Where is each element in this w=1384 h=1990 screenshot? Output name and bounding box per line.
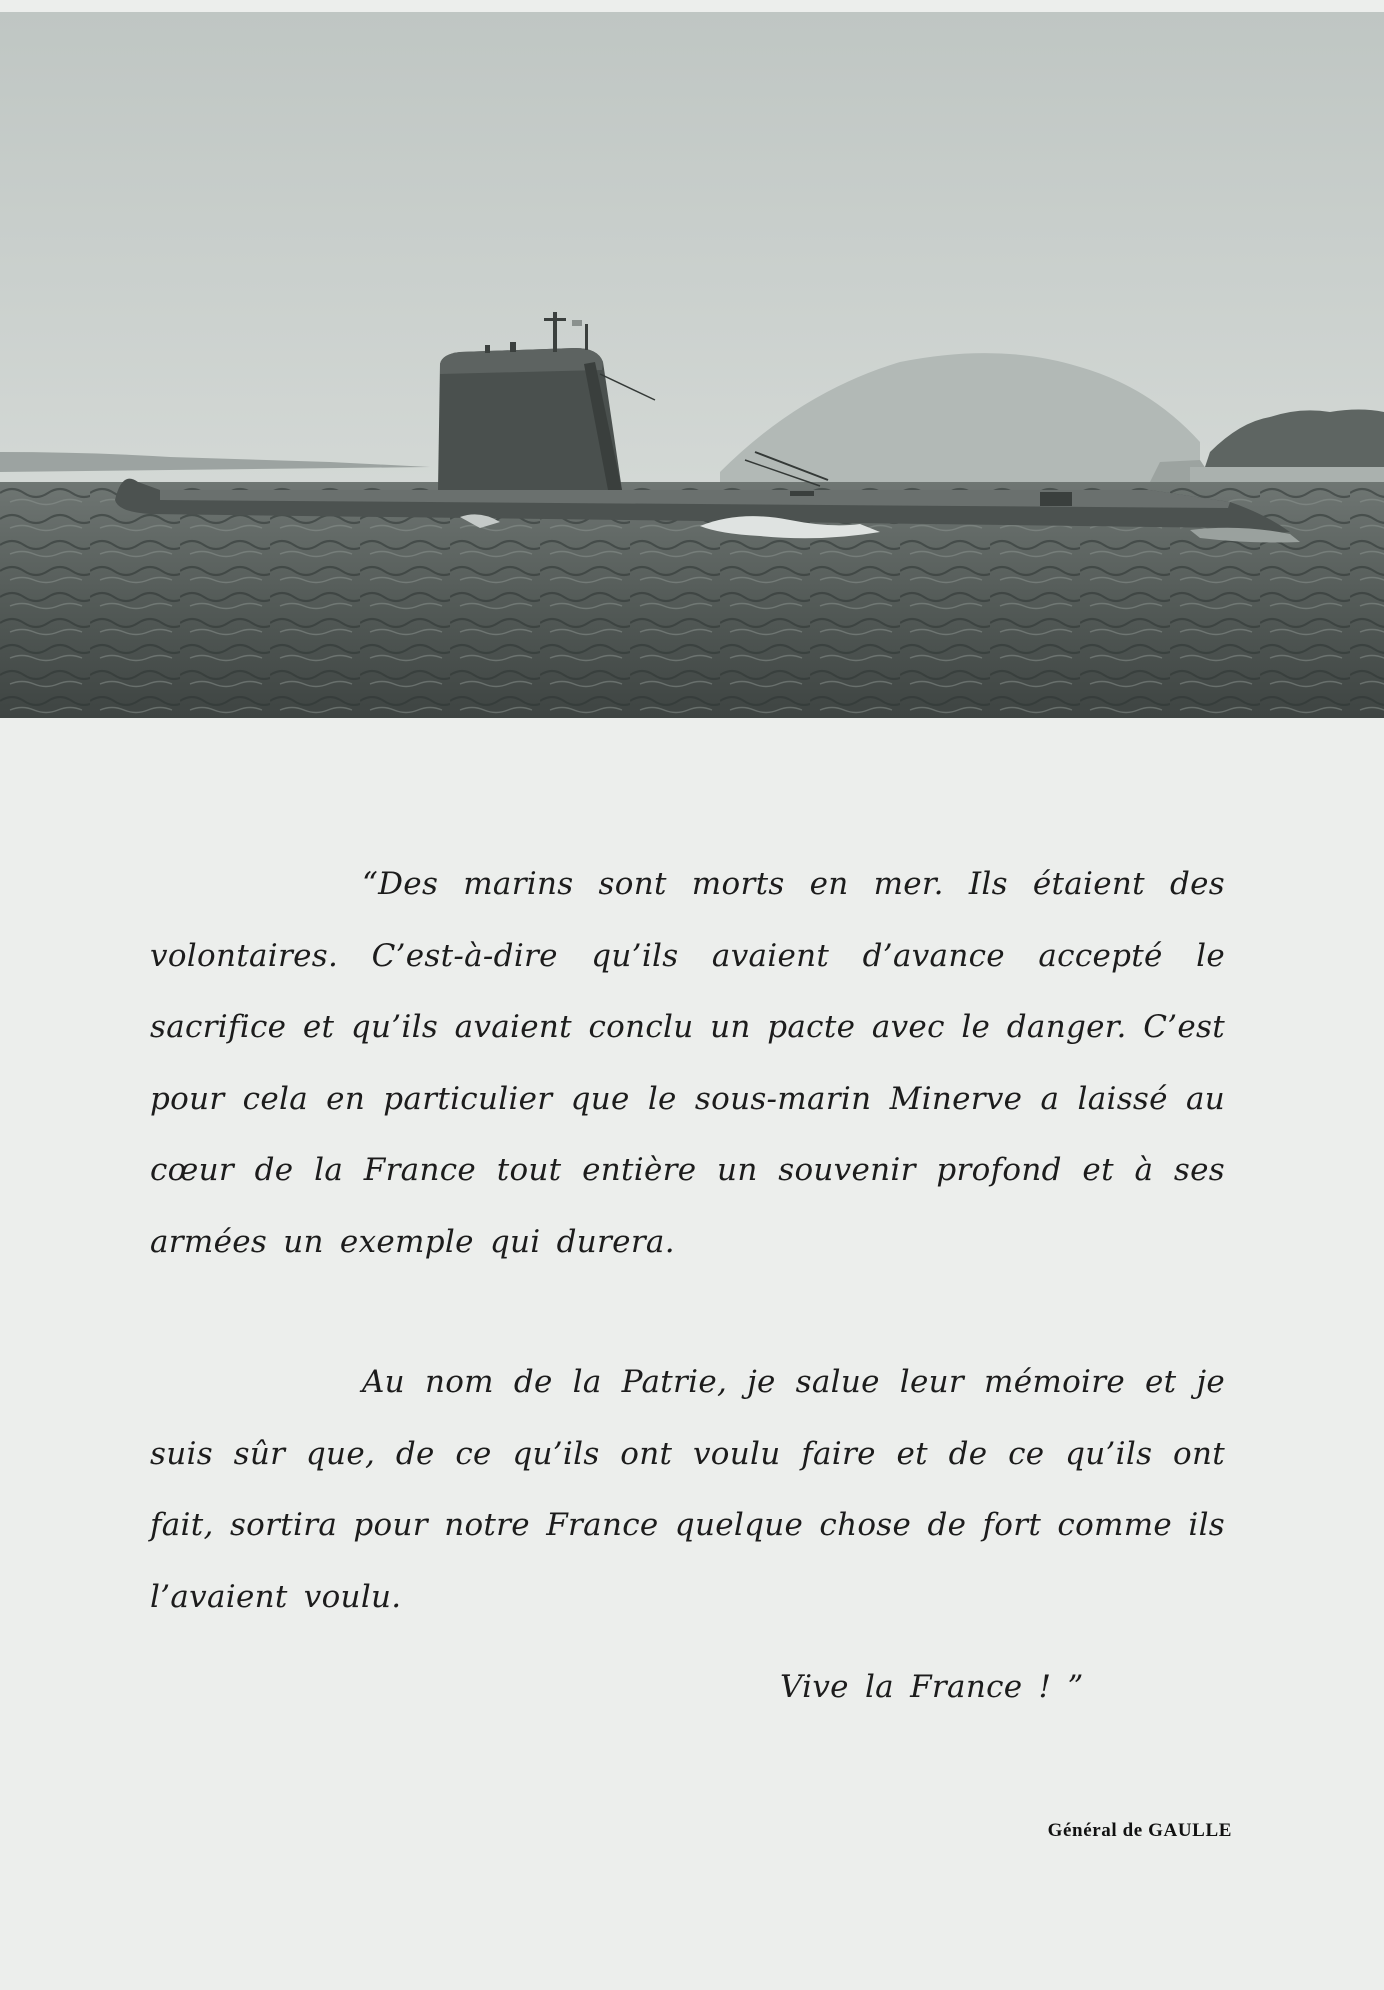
quote-paragraph-1-text: “Des marins sont morts en mer. Ils étaient des volontaires. C’est-à-dire qu’ils avaient d’avance accepté le sacrifice et qu’ils avaient conclu un pacte avec le danger. C’est pour cela en particulier que le sous-marin Minerve a laissé au cœur de la France tout entière un souvenir profond et à ses armées un exemple qui durera.	[150, 866, 1225, 1260]
signature: Général de GAULLE	[1047, 1820, 1232, 1841]
quote-paragraph-2-text: Au nom de la Patrie, je salue leur mémoire et je suis sûr que, de ce qu’ils ont voulu faire et de ce qu’ils ont fait, sortira pour notre France quelque chose de fort comme ils l’avaient voulu.	[150, 1364, 1225, 1615]
submarine-photo	[0, 12, 1384, 718]
quote-closing: Vive la France ! ”	[780, 1669, 1084, 1705]
quote-paragraph-2	[150, 1347, 1225, 1633]
quote-paragraph-1	[150, 849, 1225, 1278]
